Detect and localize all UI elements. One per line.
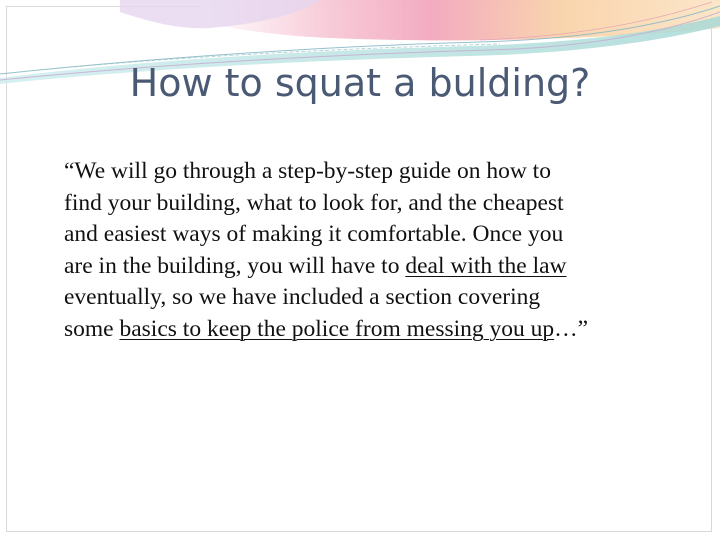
police-basics-link[interactable]: basics to keep the police from messing you up	[119, 315, 555, 342]
quote-line-6	[64, 314, 704, 346]
quote-line-6-end: …”	[554, 315, 589, 342]
deal-with-law-link[interactable]: deal with the law	[405, 252, 567, 279]
quote-line-4	[64, 251, 704, 283]
quote-line-3: and easiest ways of making it comfortable. Once you	[64, 221, 564, 247]
quote-line-2: find your building, what to look for, and the cheapest	[64, 189, 564, 216]
quote-line-1: “We will go through a step-by-step guide on how to	[64, 158, 551, 184]
quote-line-6-text: some	[64, 315, 120, 342]
quote-line-4-text: are in the building, you will have to	[64, 252, 406, 279]
quote-line-5: eventually, so we have included a section covering	[64, 284, 541, 310]
slide-title: How to squat a bulding?	[129, 61, 591, 105]
quote-paragraph	[64, 156, 704, 345]
